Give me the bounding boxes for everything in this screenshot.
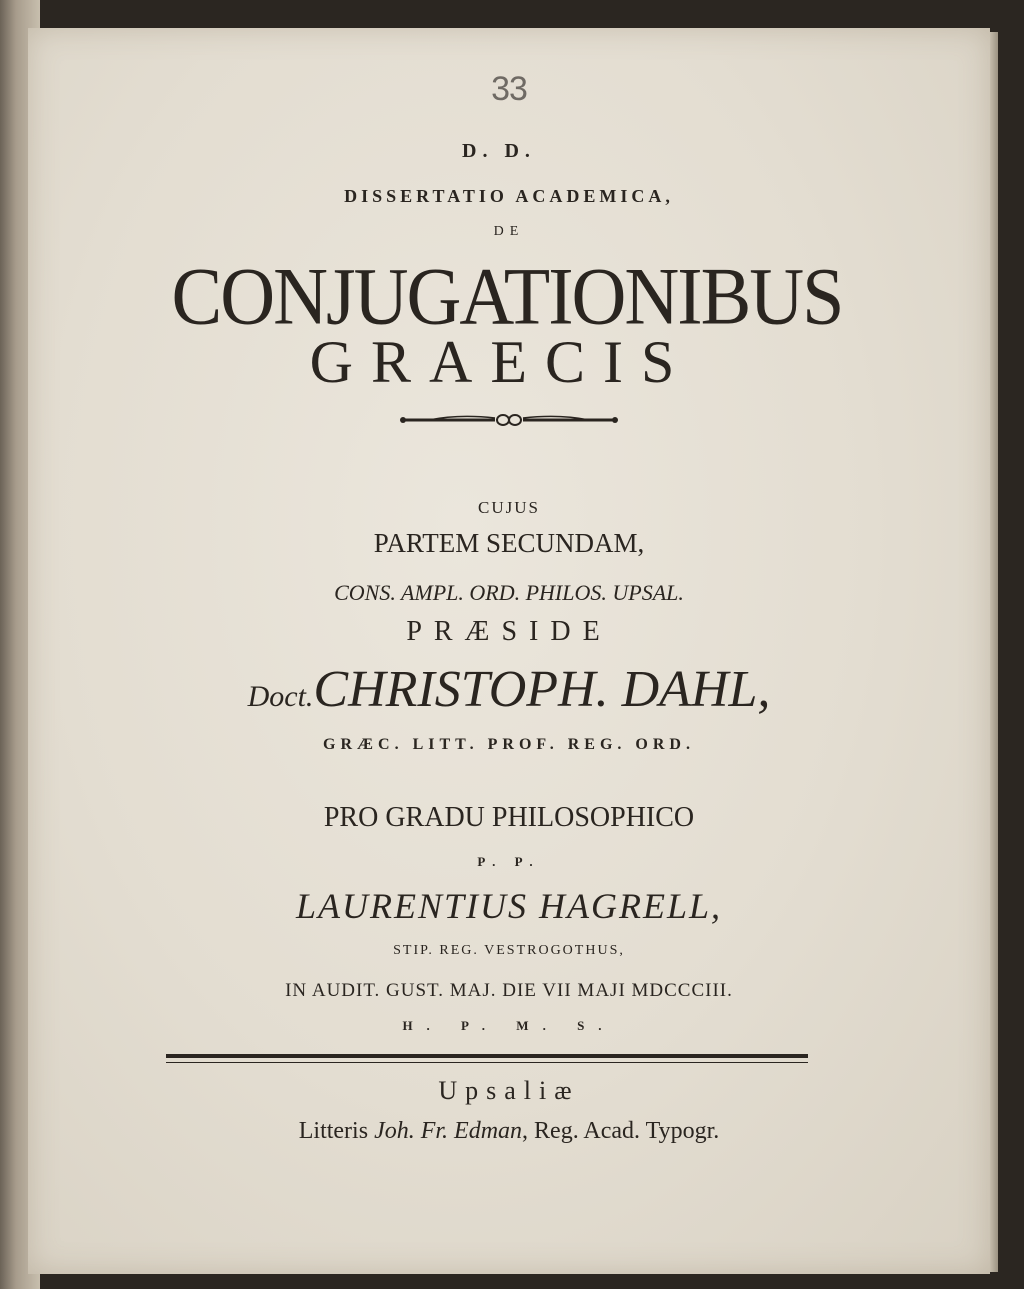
cons-line: CONS. AMPL. ORD. PHILOS. UPSAL. [334,580,684,605]
partem-line: PARTEM SECUNDAM, [373,528,645,558]
respondent-name: LAURENTIUS HAGRELL, [295,886,723,926]
praeside-line: PRÆSIDE [406,616,612,647]
imprint-post: , Reg. Acad. Typogr. [522,1118,720,1144]
cujus-line: CUJUS [478,498,540,517]
imprint-printer-name: Joh. Fr. Edman [374,1118,523,1144]
folio-number: 33 [491,70,527,108]
imprint-pre: Litteris [298,1118,369,1144]
de-line: DE [493,224,525,239]
divider-thick [166,1054,808,1058]
divider-thin [166,1062,808,1063]
ornament-icon [399,410,619,430]
imprint-printer [28,1118,990,1145]
doct-prefix: Doct. [247,680,314,713]
main-title-line1: CONJUGATIONIBUS [171,251,843,342]
hpms-line: H. P. M. S. [402,1018,616,1033]
praeses-name [28,660,990,719]
stip-line: STIP. REG. VESTROGOTHUS, [393,943,625,958]
graec-line: GRÆC. LITT. PROF. REG. ORD. [323,736,695,753]
pp-line: P. P. [477,854,541,869]
ornament-divider [28,410,990,430]
dissertatio-line: DISSERTATIO ACADEMICA, [344,186,674,206]
audit-line: IN AUDIT. GUST. MAJ. DIE VII MAJI MDCCCIII. [285,980,733,1001]
dedication-dd: D. D. [462,140,536,162]
main-title-line2: GRAECIS [309,329,693,395]
imprint-place: Upsaliæ [438,1076,580,1105]
gradu-line: PRO GRADU PHILOSOPHICO [323,802,695,833]
title-page [28,28,990,1274]
praeses-name-text: CHRISTOPH. DAHL, [313,661,771,718]
